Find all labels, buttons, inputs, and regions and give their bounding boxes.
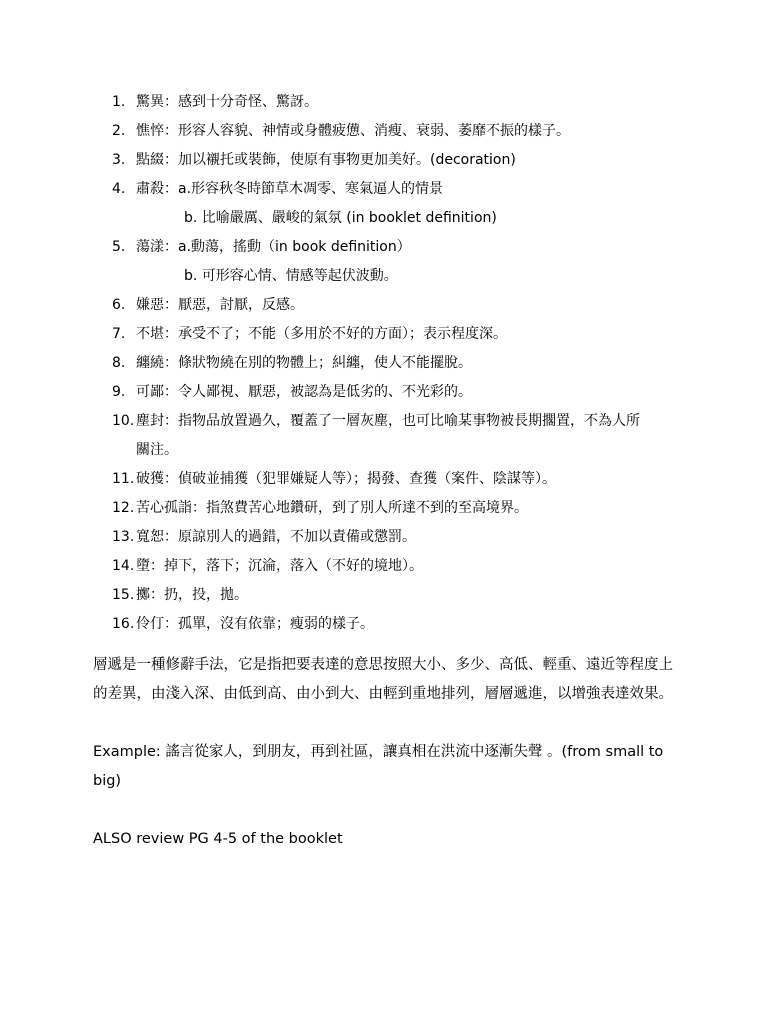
item-text: 點綴：加以襯托或裝飾，使原有事物更加美好。(decoration) [136,152,516,168]
vocab-item-13 [112,523,682,552]
item-text: 嫌惡：厭惡，討厭，反感。 [136,297,304,313]
item-text: 寬恕：原諒別人的過錯，不加以責備或懲罰。 [136,529,416,545]
item-text: 可鄙：令人鄙視、厭惡，被認為是低劣的、不光彩的。 [136,384,472,400]
vocab-item-7 [112,320,682,349]
item-number: 10. [112,413,135,429]
vocab-item-4-sub: b. 比喻嚴厲、嚴峻的氣氛 (in booklet definition) [184,210,497,226]
item-text: 擲：扔，投，拋。 [136,587,248,603]
item-text-continued: 關注。 [136,442,178,458]
vocab-item-5 [112,233,682,262]
item-number: 9. [112,384,126,400]
vocab-item-10 [112,407,682,465]
item-number: 5. [112,239,126,255]
item-number: 13. [112,529,135,545]
item-text: 不堪：承受不了；不能（多用於不好的方面）；表示程度深。 [136,326,507,342]
vocab-list [112,88,682,639]
rhetoric-paragraph: 層遞是一種修辭手法，它是指把要表達的意思按照大小、多少、高低、輕重、遠近等程度上的差異，由淺入深、由低到高、由小到大、由輕到重地排列，層層遞進，以增強表達效果。 [93,657,673,702]
item-text: 苦心孤詣：指煞費苦心地鑽研，到了別人所達不到的至高境界。 [136,500,528,516]
item-text: 肅殺：a.形容秋冬時節草木凋零、寒氣逼人的情景 [136,181,444,197]
item-number: 15. [112,587,135,603]
item-number: 3. [112,152,126,168]
item-number: 16. [112,616,135,632]
vocab-item-2 [112,117,682,146]
item-number: 1. [112,94,126,110]
vocab-item-3 [112,146,682,175]
item-number: 6. [112,297,126,313]
vocab-item-4 [112,175,682,204]
item-text: 驚異：感到十分奇怪、驚訝。 [136,94,318,110]
item-number: 2. [112,123,126,139]
review-note: ALSO review PG 4-5 of the booklet [93,831,343,847]
item-text: 纏繞：條狀物繞在別的物體上；糾纏，使人不能擺脫。 [136,355,472,371]
vocab-item-11 [112,465,682,494]
item-text: 塵封：指物品放置過久，覆蓋了一層灰塵，也可比喻某事物被長期擱置，不為人所 [136,413,640,429]
item-number: 11. [112,471,135,487]
vocab-item-1 [112,88,682,117]
vocab-item-8 [112,349,682,378]
item-number: 7. [112,326,126,342]
vocab-item-15 [112,581,682,610]
item-text: 墮：掉下，落下；沉淪，落入（不好的境地）。 [136,558,423,574]
item-number: 12. [112,500,135,516]
vocab-item-16 [112,610,682,639]
item-text: 憔悴：形容人容貌、神情或身體疲憊、消瘦、衰弱、萎靡不振的樣子。 [136,123,570,139]
item-number: 14. [112,558,135,574]
vocab-item-14 [112,552,682,581]
item-text: 蕩漾：a.動蕩，搖動（in book definition） [136,239,411,255]
item-text: 伶仃：孤單，沒有依靠；瘦弱的樣子。 [136,616,374,632]
vocab-item-9 [112,378,682,407]
example-paragraph: Example: 謠言從家人，到朋友，再到社區，讓真相在洪流中逐漸失聲 。(from small to big) [93,744,664,789]
item-number: 4. [112,181,126,197]
item-number: 8. [112,355,126,371]
vocab-item-5-sub: b. 可形容心情、情感等起伏波動。 [184,268,398,284]
item-text: 破獲：偵破並捕獲（犯罪嫌疑人等）；揭發、查獲（案件、陰謀等）。 [136,471,556,487]
vocab-item-12 [112,494,682,523]
vocab-item-6 [112,291,682,320]
